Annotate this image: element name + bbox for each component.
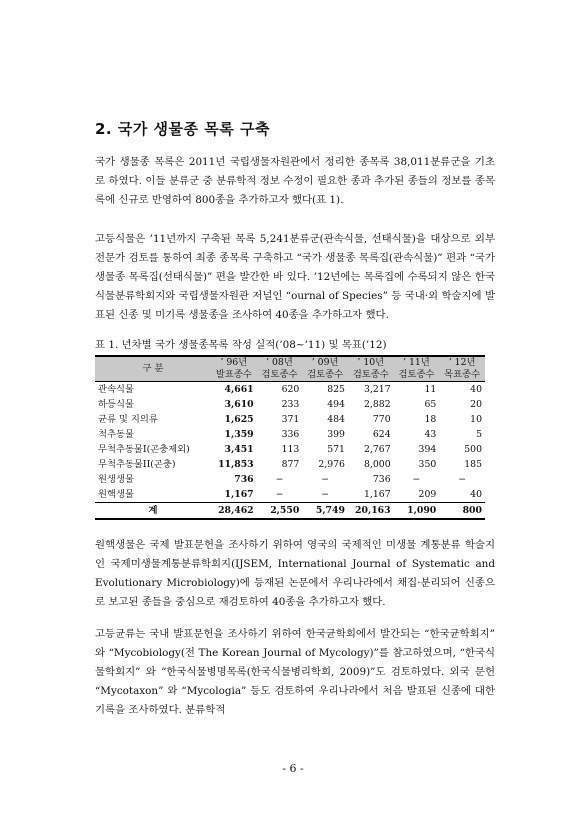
cell-2012: 5	[476, 428, 482, 440]
cell-2012: −	[458, 473, 467, 485]
cell-2010: 1,167	[364, 488, 391, 500]
cell-1996: 4,661	[224, 383, 254, 395]
table-row	[95, 457, 485, 472]
cell-2008: 877	[281, 458, 300, 470]
cell-2012: 20	[470, 398, 482, 410]
cell-2009: 2,976	[318, 458, 345, 470]
row-label: 관속식물	[98, 383, 134, 395]
cell-2011: 65	[424, 398, 437, 410]
paragraph-prokaryotes: 원핵생물은 국제 발표문헌을 조사하기 위하여 영국의 국제적인 미생물 계통분류 학술지인 국제미생물계통분류학회지(IJSEM, International Journal of Systematic and Evolutionary Microbiology)에 등재된 논문에서 우리나라에서 채집·분리되어 신종으로 보고된 종들을 중심으로 재검토하여 40종을 추가하고자 했다.	[95, 539, 495, 608]
cell-2010: 2,882	[364, 398, 391, 410]
cell-2011: 350	[418, 458, 437, 470]
paragraph-higher-fungi: 고등균류는 국내 발표문헌을 조사하기 위하여 한국균학회에서 발간되는 “한국균학회지” 와 “Mycobiology(전 The Korean Journal of Mycology)”를 참고하였으며, “한국식물학회지” 와 “한국식물병명목록(한국식물병리학회, 2009)”도 검토하였다. 외국 문헌 “Mycotaxon” 와 “Mycologia” 등도 검토하여 우리나라에서 처음 발표된 신종에 대한 기록을 조사하였다. 분류학적	[95, 628, 495, 716]
cell-2009: 571	[327, 443, 345, 455]
cell-1996: 1,625	[224, 413, 254, 425]
cell-2012: 40	[470, 488, 482, 500]
table-row	[95, 382, 485, 398]
cell-2010: 2,767	[364, 443, 391, 455]
table-row	[95, 442, 485, 457]
cell-1996: 11,853	[218, 458, 254, 470]
cell-1996: 1,359	[224, 428, 254, 440]
cell-2008: −	[275, 473, 284, 485]
section-title: 2. 국가 생물종 목록 구축	[95, 120, 270, 138]
cell-2012: 500	[464, 443, 482, 455]
cell-2010: 8,000	[364, 458, 391, 470]
cell-2009: −	[321, 488, 330, 500]
header-2009: ’ 09년 검토종수	[302, 356, 348, 382]
row-label: 척추동물	[98, 428, 134, 440]
row-label: 균류 및 지의류	[98, 413, 158, 425]
cell-2009: 825	[327, 383, 345, 395]
paragraph-higher-plants: 고등식물은 ’11년까지 구축된 목록 5,241분류군(관속식물, 선태식물)을 대상으로 외부전문가 검토를 통하여 최종 종목록 구축하고 “국가 생물종 목록집(관속식물)” 편과 “국가 생물종 목록집(선태식물)” 편을 발간한 바 있다. ’12년에는 목록집에 수록되지 않은 한국식물분류학회지와 국립생물자원관 저널인 “ournal of Species” 등 국내·외 학술지에 발표된 신종 및 미기록 생물종을 조사하여 40종을 추가하고자 했다.	[95, 233, 495, 321]
cell-2008: 233	[281, 398, 300, 410]
cell-2012: 185	[464, 458, 482, 470]
header-2008: ’ 08년 검토종수	[257, 356, 303, 382]
cell-2011: 43	[424, 428, 437, 440]
header-category: 구 분	[95, 356, 211, 382]
cell-2011: 394	[418, 443, 437, 455]
header-2012: ’ 12년 목표종수	[439, 356, 485, 382]
page-number: - 6 -	[282, 762, 304, 775]
cell-2008: 113	[281, 443, 300, 455]
cell-2010: 3,217	[364, 383, 391, 395]
cell-2010: 736	[372, 473, 391, 485]
cell-1996: 736	[234, 473, 254, 485]
table-total-row	[95, 503, 485, 520]
table-row	[95, 427, 485, 442]
row-label: 원생생물	[98, 473, 134, 485]
total-label: 계	[95, 503, 211, 520]
header-1996: ’ 96년 발표종수	[211, 356, 257, 382]
total-2008: 2,550	[257, 503, 303, 520]
row-label: 하등식물	[98, 398, 134, 410]
total-2009: 5,749	[302, 503, 348, 520]
cell-2009: 399	[327, 428, 345, 440]
total-2010: 20,163	[348, 503, 394, 520]
total-1996: 28,462	[211, 503, 257, 520]
total-2011: 1,090	[394, 503, 440, 520]
paragraph-species-list: 국가 생물종 목록은 2011년 국립생물자원관에서 정리한 종목록 38,011분류군을 기초로 하였다. 이들 분류군 중 분류학적 정보 수정이 필요한 종과 추가된 종들의 정보를 종목록에 신규로 반영하여 800종을 추가하고자 했다(표 1).	[95, 156, 495, 206]
cell-2009: 494	[327, 398, 345, 410]
table-row	[95, 397, 485, 412]
cell-1996: 3,610	[224, 398, 254, 410]
header-2011: ’ 11년 검토종수	[394, 356, 440, 382]
table-caption: 표 1. 년차별 국가 생물종목록 작성 실적(’08∼’11) 및 목표(’12)	[95, 339, 387, 351]
cell-2009: −	[321, 473, 330, 485]
cell-2011: 18	[424, 413, 437, 425]
table-header-row	[95, 356, 485, 382]
cell-2012: 10	[470, 413, 482, 425]
cell-1996: 3,451	[224, 443, 254, 455]
cell-2010: 624	[372, 428, 391, 440]
cell-1996: 1,167	[224, 488, 254, 500]
table-row	[95, 412, 485, 427]
row-label: 무척추동물II(곤충)	[98, 458, 176, 470]
row-label: 원핵생물	[98, 488, 134, 500]
cell-2008: −	[275, 488, 284, 500]
cell-2012: 40	[470, 383, 482, 395]
cell-2008: 336	[281, 428, 300, 440]
cell-2011: −	[412, 473, 421, 485]
cell-2010: 770	[372, 413, 391, 425]
table-row	[95, 487, 485, 503]
table-row	[95, 472, 485, 487]
total-2012: 800	[439, 503, 485, 520]
cell-2008: 620	[281, 383, 300, 395]
header-2010: ’ 10년 검토종수	[348, 356, 394, 382]
cell-2011: 11	[424, 383, 437, 395]
cell-2008: 371	[281, 413, 300, 425]
species-list-table	[95, 355, 485, 520]
row-label: 무척추동물I(곤충제외)	[98, 443, 190, 455]
cell-2009: 484	[327, 413, 345, 425]
cell-2011: 209	[418, 488, 437, 500]
